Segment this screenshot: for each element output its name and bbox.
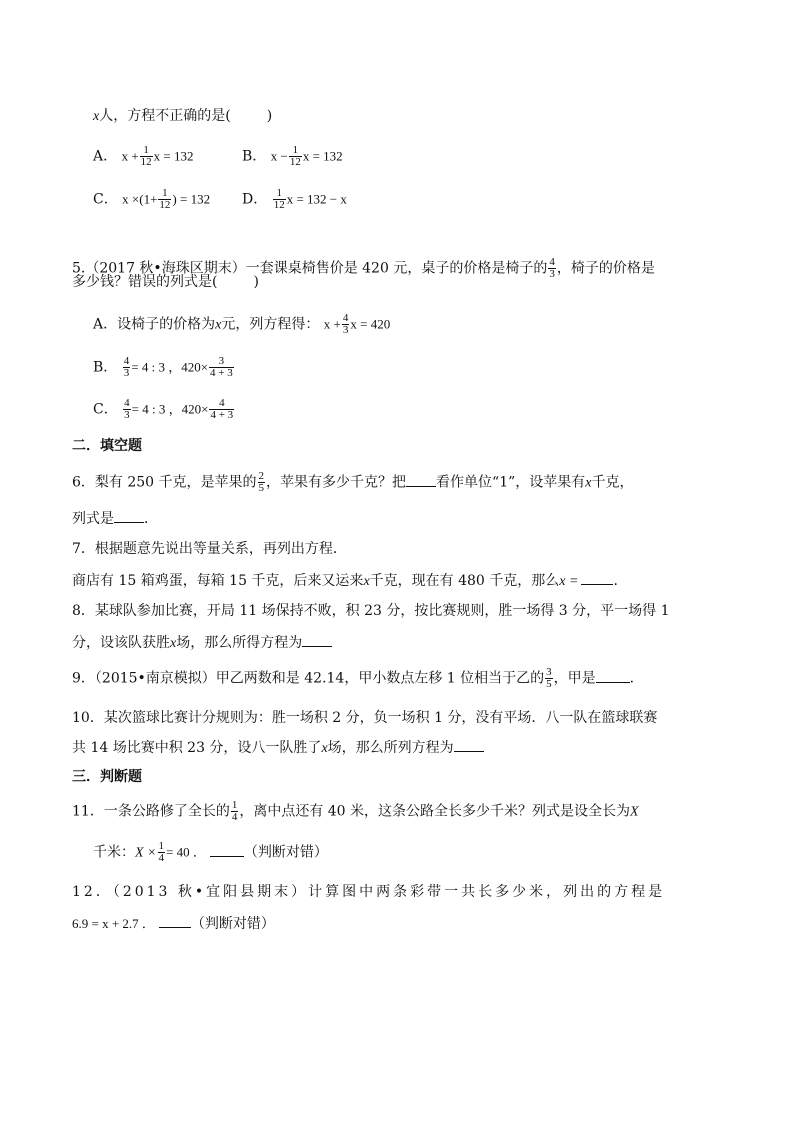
fraction: $\frac{3}{5}$ [546,666,552,690]
q10-line1: 10．某次篮球比赛计分规则为：胜一场积 2 分，负一场积 1 分，没有平场．八一队在篮球联赛 [72,710,658,726]
q4-option-d: D． $\frac{1}{12}$ x = 132 − x [242,187,347,211]
fraction: $\frac{3}{4 + 3}$ [210,355,233,379]
q5-option-b: B． $\frac{4}{3}$ = 4 : 3 ，420× $\frac{3}{4 + 3}$ [93,355,233,379]
fraction: $\frac{4}{3}$ [342,312,349,336]
q5-option-a: A．设椅子的价格为x元，列方程得： x + $\frac{4}{3}$ x = 420 [93,312,391,336]
fraction: $\frac{4}{4 + 3}$ [210,397,234,421]
q6-line2: 列式是 ． [72,508,158,529]
fraction: $\frac{4}{3}$ [124,397,130,421]
q4-var: x [93,109,100,124]
q11-line1: 11．一条公路修了全长的 $\frac{1}{4}$ ，离中点还有 40 米，这条公路全长多少千米？列式是设全长为X [72,799,639,823]
answer-blank[interactable] [210,842,244,857]
answer-blank[interactable] [454,737,484,752]
section-heading-fill-blank: 二．填空题 [72,438,142,454]
q5-option-c: C． $\frac{4}{3}$ = 4 : 3 ，420× $\frac{4}{4 + 3}$ [93,397,234,421]
answer-blank[interactable] [159,913,191,928]
answer-blank[interactable] [114,508,144,523]
q4-stem: x人，方程不正确的是( ) [93,108,273,124]
answer-blank[interactable] [406,472,436,487]
q6-line1: 6．梨有 250 千克，是苹果的 $\frac{2}{5}$ ，苹果有多少千克？把 看作单位“1”，设苹果有x千克， [72,470,634,494]
fraction: $\frac{1}{12}$ [273,187,285,211]
fraction: $\frac{1}{12}$ [289,144,301,168]
q10-line2: 共 14 场比赛中积 23 分，设八一队胜了x场，那么所列方程为 [72,737,484,759]
answer-blank[interactable] [302,632,332,647]
q11-line2: 千米：X × $\frac{1}{4}$ = 40 ． （判断对错） [93,840,328,864]
q8-line1: 8．某球队参加比赛，开局 11 场保持不败，积 23 分，按比赛规则，胜一场得 3 分，平一场得 1 [72,603,670,619]
fraction: $\frac{1}{12}$ [159,187,171,211]
q4-option-b: B． x − $\frac{1}{12}$ x = 132 [242,144,343,168]
q12-line2: 6.9 = x + 2.7 ． （判断对错） [72,913,275,934]
section-heading-true-false: 三．判断题 [72,769,142,785]
q5-line1: 5.（2017 秋•海珠区期末）一套课桌椅售价是 420 元，桌子的价格是椅子的 $\frac{4}{3}$ ，椅子的价格是 [72,256,655,280]
q8-line2: 分，设该队获胜x场，那么所得方程为 [72,632,332,654]
q4-option-c: C． x ×(1+ $\frac{1}{12}$ ) = 132 [93,187,211,211]
fraction: $\frac{2}{5}$ [258,470,265,494]
q12-line1: 12．（2013 秋•宜阳县期末）计算图中两条彩带一共长多少米，列出的方程是 [72,884,666,900]
answer-blank[interactable] [596,668,630,683]
fraction: $\frac{4}{3}$ [549,256,555,280]
q5-line2: 多少钱？错误的列式是( ) [72,274,259,290]
fraction: $\frac{1}{4}$ [231,799,238,823]
q4-option-a: A． x + $\frac{1}{12}$ x = 132 [93,144,194,168]
answer-blank[interactable] [581,570,613,585]
q9-line: 9．（2015•南京模拟）甲乙两数和是 42.14，甲小数点左移 1 位相当于乙的 $\frac{3}{5}$ ，甲是 ． [72,666,644,690]
fraction: $\frac{4}{3}$ [123,355,130,379]
q7-line2: 商店有 15 箱鸡蛋，每箱 15 千克，后来又运来x千克，现在有 480 千克，那么x = ． [72,570,627,592]
fraction: $\frac{1}{12}$ [140,144,152,168]
fraction: $\frac{1}{4}$ [158,840,164,864]
q7-line1: 7．根据题意先说出等量关系，再列出方程． [72,541,347,557]
